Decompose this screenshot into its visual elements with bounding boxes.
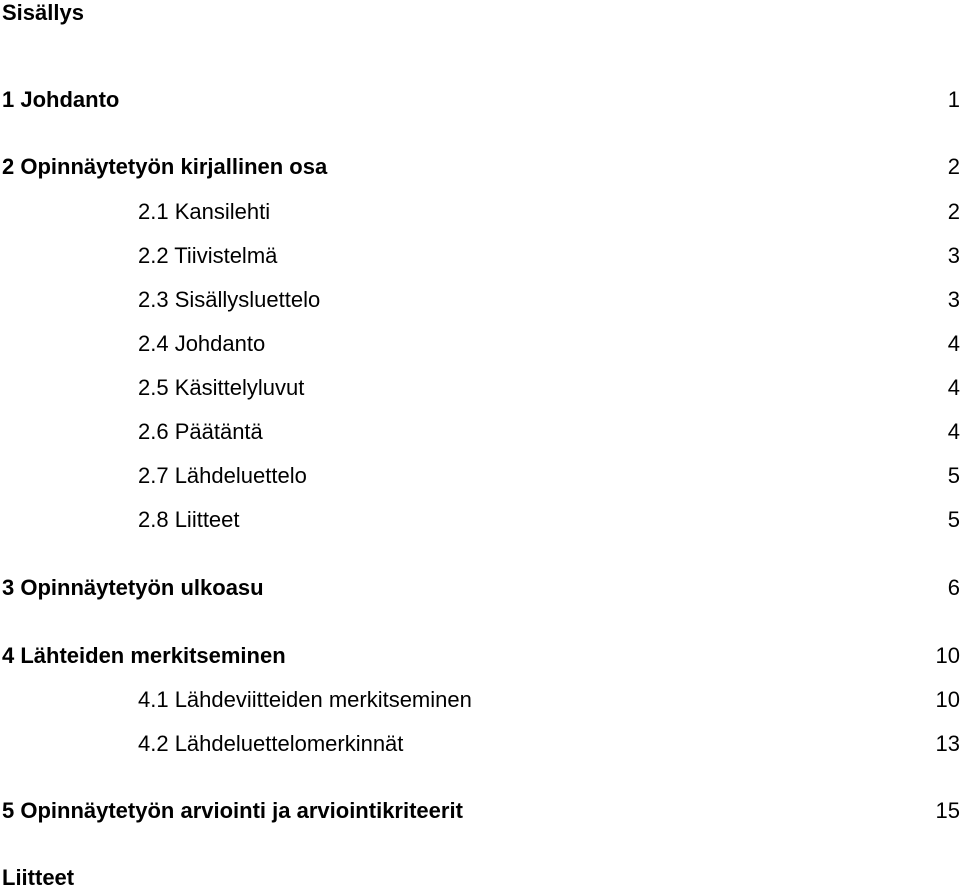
toc-entry-2-4[interactable] xyxy=(0,330,960,358)
toc-entry-label: 4.2 Lähdeluettelomerkinnät xyxy=(138,731,404,756)
toc-entry-1[interactable] xyxy=(0,86,960,114)
toc-entry-label: 2.7 Lähdeluettelo xyxy=(138,463,307,488)
toc-entry-page-number: 2 xyxy=(947,199,960,224)
toc-entry-label: 4 Lähteiden merkitseminen xyxy=(2,643,286,668)
toc-entry-label: 2.3 Sisällysluettelo xyxy=(138,287,321,312)
toc-entry-4-1[interactable] xyxy=(0,686,960,714)
toc-entry-page-number: 10 xyxy=(935,687,960,712)
toc-entry-page-number: 1 xyxy=(947,87,960,112)
toc-entry-label: 1 Johdanto xyxy=(2,87,120,112)
toc-entry-page-number: 3 xyxy=(947,243,960,268)
toc-entry-page-number: 3 xyxy=(947,287,960,312)
toc-entry-2-1[interactable] xyxy=(0,198,960,226)
toc-entry-2[interactable] xyxy=(0,153,960,181)
toc-entry-label: 2.8 Liitteet xyxy=(138,507,240,532)
toc-entry-label: 5 Opinnäytetyön arviointi ja arviointikriteerit xyxy=(2,798,463,823)
toc-entry-page-number: 6 xyxy=(947,575,960,600)
toc-entry-page-number: 2 xyxy=(947,154,960,179)
toc-entry-page-number: 4 xyxy=(947,331,960,356)
toc-entry-page-number: 4 xyxy=(947,375,960,400)
toc-entry-2-2[interactable] xyxy=(0,242,960,270)
toc-entry-label: 2.2 Tiivistelmä xyxy=(138,243,278,268)
toc-entry-label: 3 Opinnäytetyön ulkoasu xyxy=(2,575,264,600)
toc-entry-page-number: 10 xyxy=(935,643,960,668)
toc-entry-page-number: 5 xyxy=(947,463,960,488)
toc-entry-3[interactable] xyxy=(0,574,960,602)
toc-entry-page-number: 4 xyxy=(947,419,960,444)
page-title: Sisällys xyxy=(2,0,84,25)
toc-entry-page-number: 15 xyxy=(935,798,960,823)
toc-entry-label: 2.5 Käsittelyluvut xyxy=(138,375,305,400)
toc-entry-2-6[interactable] xyxy=(0,418,960,446)
toc-entry-2-7[interactable] xyxy=(0,462,960,490)
toc-entry-page-number: 5 xyxy=(947,507,960,532)
toc-entry-2-5[interactable] xyxy=(0,374,960,402)
toc-entry-2-3[interactable] xyxy=(0,286,960,314)
appendix-heading: Liitteet xyxy=(2,865,75,890)
toc-entry-page-number: 13 xyxy=(935,731,960,756)
toc-entry-label: 2 Opinnäytetyön kirjallinen osa xyxy=(2,154,328,179)
toc-entry-label: 2.1 Kansilehti xyxy=(138,199,271,224)
toc-entry-label: 2.6 Päätäntä xyxy=(138,419,263,444)
toc-entry-5[interactable] xyxy=(0,797,960,825)
toc-entry-4-2[interactable] xyxy=(0,730,960,758)
toc-entry-2-8[interactable] xyxy=(0,506,960,534)
toc-entry-label: 2.4 Johdanto xyxy=(138,331,266,356)
toc-entry-4[interactable] xyxy=(0,642,960,670)
toc-entry-label: 4.1 Lähdeviitteiden merkitseminen xyxy=(138,687,472,712)
